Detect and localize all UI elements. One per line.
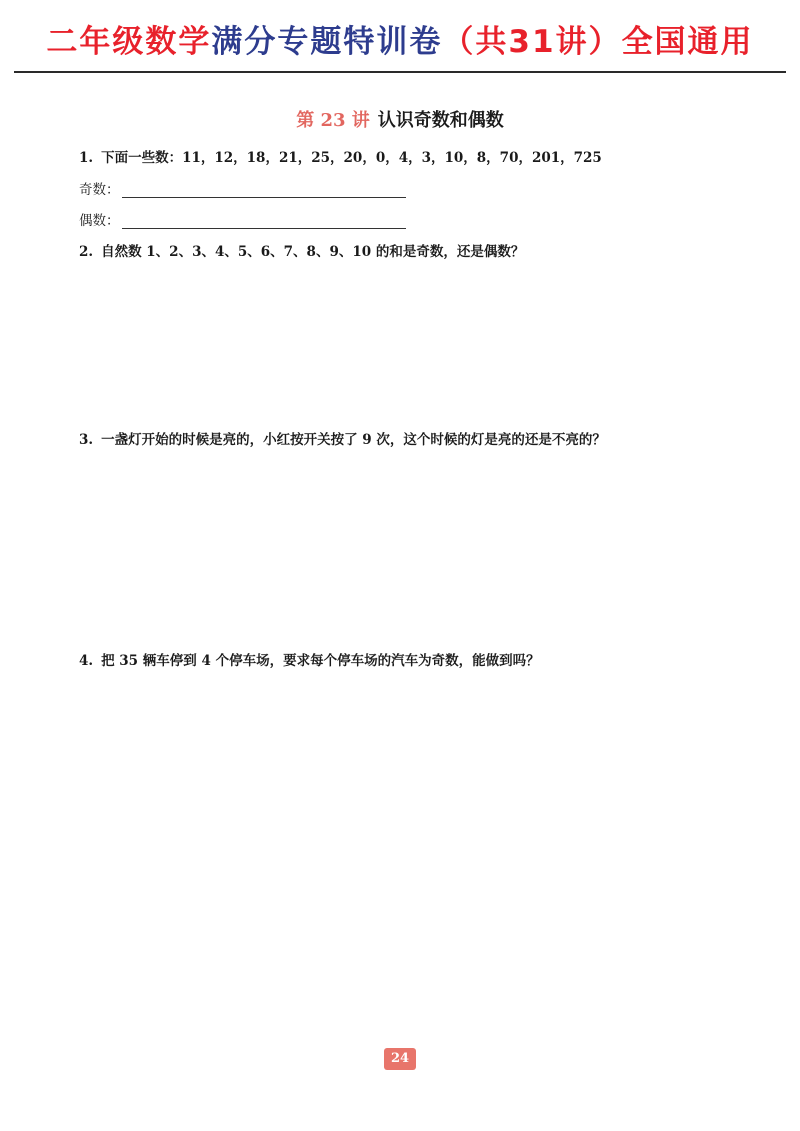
- header-divider: [14, 71, 786, 73]
- lesson-title: [0, 106, 800, 132]
- banner-scope: 全国通用: [621, 24, 754, 60]
- question-text: 自然数 1、2、3、4、5、6、7、8、9、10 的和是奇数，还是偶数？: [101, 244, 525, 260]
- odd-label: 奇数：: [79, 182, 120, 198]
- odd-answer-field[interactable]: [79, 178, 406, 198]
- banner-series-name: 满分专题特训卷: [211, 24, 443, 60]
- question-text: 一盏灯开始的时候是亮的，小红按开关按了 9 次，这个时候的灯是亮的还是不亮的？: [101, 432, 606, 448]
- page-number-badge: 24: [384, 1048, 416, 1070]
- lesson-number: 第 23 讲: [296, 110, 370, 131]
- question-2: [79, 240, 524, 260]
- question-number: 2.: [79, 244, 94, 260]
- odd-answer-line[interactable]: [122, 183, 406, 198]
- question-number: 4.: [79, 653, 94, 669]
- even-label: 偶数：: [79, 213, 120, 229]
- lesson-topic: 认识奇数和偶数: [377, 110, 504, 131]
- question-text: 把 35 辆车停到 4 个停车场，要求每个停车场的汽车为奇数，能做到吗？: [101, 653, 540, 669]
- question-3: [79, 428, 606, 448]
- even-answer-line[interactable]: [122, 214, 406, 229]
- question-number: 3.: [79, 432, 94, 448]
- even-answer-field[interactable]: [79, 209, 406, 229]
- question-1: [79, 146, 602, 166]
- question-4: [79, 649, 540, 669]
- banner-lesson-count: （共31讲）: [442, 24, 622, 60]
- series-title-banner: [0, 18, 800, 66]
- banner-grade-subject: 二年级数学: [46, 24, 212, 60]
- question-number: 1.: [79, 150, 94, 166]
- question-text: 下面一些数：11，12，18，21，25，20，0，4，3，10，8，70，201，725: [101, 150, 602, 166]
